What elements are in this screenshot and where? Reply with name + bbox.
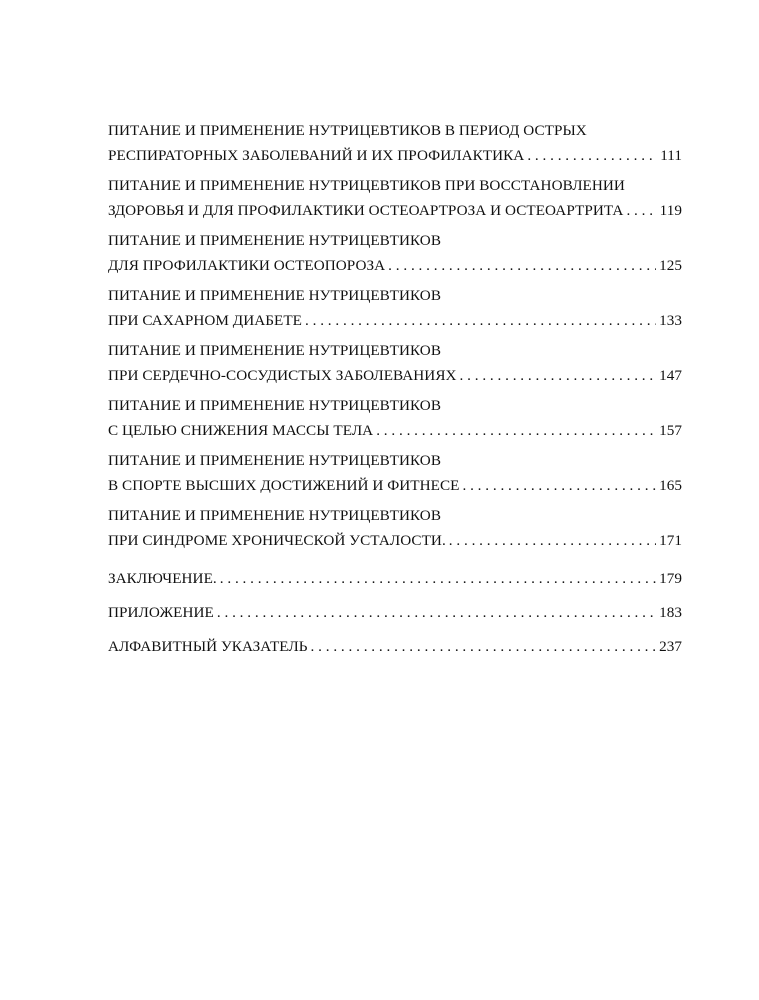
toc-entry-respiratory[interactable] (108, 118, 682, 168)
toc-entry-title-line: ПИТАНИЕ И ПРИМЕНЕНИЕ НУТРИЦЕВТИКОВ (108, 507, 441, 524)
dot-leader (311, 634, 657, 659)
dot-leader (462, 473, 656, 498)
toc-entry-title-line: АЛФАВИТНЫЙ УКАЗАТЕЛЬ (108, 638, 308, 655)
toc-entry-sport[interactable] (108, 448, 682, 498)
dot-leader (527, 143, 657, 168)
toc-entry-title-line: ПРИ СЕРДЕЧНО-СОСУДИСТЫХ ЗАБОЛЕВАНИЯХ (108, 367, 457, 384)
toc-entry-diabetes[interactable] (108, 283, 682, 333)
toc-entry-chronic-fatigue[interactable] (108, 503, 682, 553)
toc-page-number: 119 (659, 202, 682, 219)
toc-entry-title-line: ПИТАНИЕ И ПРИМЕНЕНИЕ НУТРИЦЕВТИКОВ ПРИ ВОССТАНОВЛЕНИИ (108, 177, 625, 194)
toc-entry-title-line: ПИТАНИЕ И ПРИМЕНЕНИЕ НУТРИЦЕВТИКОВ (108, 287, 441, 304)
toc-page-number: 147 (659, 367, 682, 384)
toc-entry-title-line: ПИТАНИЕ И ПРИМЕНЕНИЕ НУТРИЦЕВТИКОВ (108, 452, 441, 469)
toc-entry-title-line: ДЛЯ ПРОФИЛАКТИКИ ОСТЕОПОРОЗА (108, 257, 386, 274)
dot-leader (376, 418, 656, 443)
dot-leader (449, 528, 656, 553)
toc-page-number: 165 (659, 477, 682, 494)
dot-leader (388, 253, 656, 278)
toc-page-number: 171 (659, 532, 682, 549)
toc-entry-appendix[interactable] (108, 600, 682, 625)
toc-page-number: 237 (659, 638, 682, 655)
toc-entry-index[interactable] (108, 634, 682, 659)
toc-entry-title-line: ПИТАНИЕ И ПРИМЕНЕНИЕ НУТРИЦЕВТИКОВ (108, 342, 441, 359)
toc-page-number: 133 (659, 312, 682, 329)
dot-leader (220, 566, 656, 591)
dot-leader (626, 198, 656, 223)
toc-entry-title-line: ЗДОРОВЬЯ И ДЛЯ ПРОФИЛАКТИКИ ОСТЕОАРТРОЗА И ОСТЕОАРТРИТА (108, 202, 624, 219)
toc-entry-osteoporosis[interactable] (108, 228, 682, 278)
toc-entry-title-line: В СПОРТЕ ВЫСШИХ ДОСТИЖЕНИЙ И ФИТНЕСЕ (108, 477, 460, 494)
toc-page-number: 179 (659, 570, 682, 587)
dot-leader (460, 363, 657, 388)
toc-entry-title-line: ПИТАНИЕ И ПРИМЕНЕНИЕ НУТРИЦЕВТИКОВ В ПЕРИОД ОСТРЫХ (108, 122, 587, 139)
toc-entry-conclusion[interactable] (108, 566, 682, 591)
toc-page-number: 125 (659, 257, 682, 274)
toc-entry-osteoarthritis[interactable] (108, 173, 682, 223)
toc-page-number: 183 (659, 604, 682, 621)
toc-entry-title-line: ПИТАНИЕ И ПРИМЕНЕНИЕ НУТРИЦЕВТИКОВ (108, 232, 441, 249)
toc-entry-title-line: РЕСПИРАТОРНЫХ ЗАБОЛЕВАНИЙ И ИХ ПРОФИЛАКТИКА (108, 147, 525, 164)
table-of-contents (108, 118, 682, 668)
dot-leader (217, 600, 656, 625)
toc-entry-title-line: ПРИ СИНДРОМЕ ХРОНИЧЕСКОЙ УСТАЛОСТИ. (108, 532, 446, 549)
toc-entry-title-line: ЗАКЛЮЧЕНИЕ. (108, 570, 217, 587)
toc-page-number: 157 (659, 422, 682, 439)
toc-page-number: 111 (660, 147, 682, 164)
toc-entry-cardiovascular[interactable] (108, 338, 682, 388)
toc-entry-title-line: ПРИ САХАРНОМ ДИАБЕТЕ (108, 312, 302, 329)
dot-leader (305, 308, 656, 333)
toc-entry-title-line: С ЦЕЛЬЮ СНИЖЕНИЯ МАССЫ ТЕЛА (108, 422, 374, 439)
toc-entry-weight-loss[interactable] (108, 393, 682, 443)
toc-entry-title-line: ПРИЛОЖЕНИЕ (108, 604, 214, 621)
toc-entry-title-line: ПИТАНИЕ И ПРИМЕНЕНИЕ НУТРИЦЕВТИКОВ (108, 397, 441, 414)
